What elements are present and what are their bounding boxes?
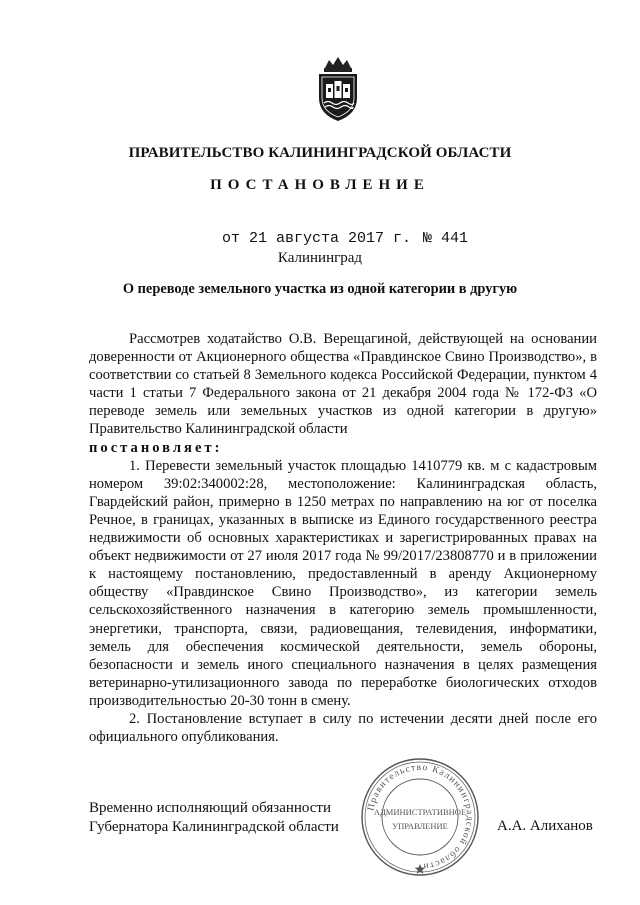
seal-center-line-1: АДМИНИСТРАТИВНОЕ <box>373 807 467 817</box>
seal-center-line-2: УПРАВЛЕНИЕ <box>392 821 448 831</box>
decree-date: от 21 августа 2017 г. <box>222 230 412 247</box>
document-type: ПОСТАНОВЛЕНИЕ <box>210 177 430 193</box>
signer-name: А.А. Алиханов <box>497 818 593 834</box>
seal-ring-text: Правительство Калининградской области <box>366 762 475 872</box>
city: Калининград <box>277 250 363 266</box>
date-line <box>222 230 468 247</box>
resolves-word: постановляет: <box>89 439 223 456</box>
coat-of-arms-icon <box>311 54 365 124</box>
signer-position <box>89 799 339 837</box>
item-1-paragraph: 1. Перевести земельный участок площадью 1410779 кв. м с кадастровым номером 39:02:340002:28, местоположение: Калининградская область, Гвардейский район, примерно в 1250 метрах по направлению на юг от поселка Речное, в границах, указанных в выписке из Единого государственного реестра недвижимости об основных характеристиках и зарегистрированных правах на объект недвижимости от 27 июля 2017 года № 99/2017/23808770 и в приложении к настоящему постановлению, предоставленный в аренду Акционерному обществу «Правдинское Свино Производство», из категории земель сельскохозяйственного назначения в категорию земель промышленности, энергетики, транспорта, связи, радиовещания, телевидения, информатики, земель для обеспечения космической деятельности, земель обороны, безопасности и земель иного специального назначения в целях размещения ветеринарно-утилизационного завода по переработке биологических отходов производительностью 20-30 тонн в смену. <box>89 457 597 709</box>
signer-position-line-1: Временно исполняющий обязанности <box>89 800 332 816</box>
decree-body <box>89 330 597 746</box>
official-seal-icon <box>358 755 482 879</box>
decree-subject: О переводе земельного участка из одной категории в другую <box>122 281 518 297</box>
preamble-text: Рассмотрев ходатайство О.В. Верещагиной, действующей на основании доверенности от Акционерного общества «Правдинское Свино Производство», в соответствии со статьей 8 Земельного кодекса Российской Федерации, пунктом 4 части 1 статьи 7 Федерального закона от 21 декабря 2004 года № 172-ФЗ «О переводе земель или земельных участков из одной категории в другую» Правительство Калининградской области <box>89 331 597 438</box>
decree-number: № 441 <box>423 230 469 247</box>
item-2-paragraph: 2. Постановление вступает в силу по истечении десяти дней после его официального опубликования. <box>89 710 597 746</box>
preamble-paragraph <box>89 330 597 457</box>
government-name: ПРАВИТЕЛЬСТВО КАЛИНИНГРАДСКОЙ ОБЛАСТИ <box>128 145 512 161</box>
signer-position-line-2: Губернатора Калининградской области <box>89 819 339 835</box>
